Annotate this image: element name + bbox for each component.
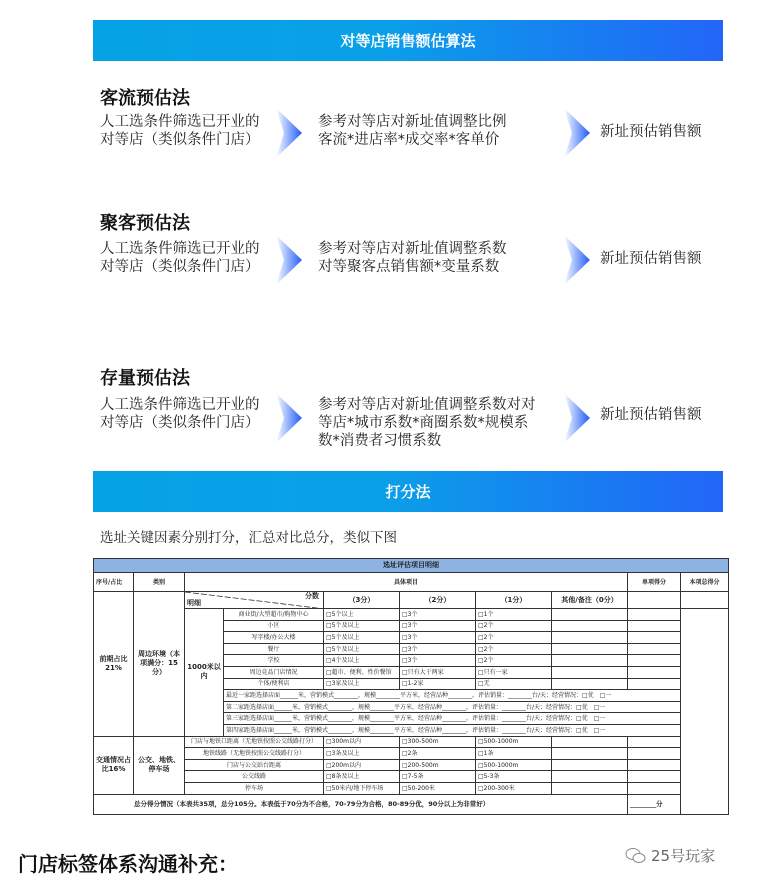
total-text: 总分得分情况（本表共35项，总分105分。本表低于70分为不合格，70-79分为合格，80-89分优，90分以上为非常好） [94,794,628,814]
wechat-icon [625,847,647,865]
text-line: 对等店（类似条件门店） [100,415,260,431]
score-1: （1分） [476,592,552,609]
item-name: 学校 [224,655,324,667]
option-cell[interactable]: □8条及以上 [324,771,400,783]
method-output: 新址预估销售额 [600,407,702,423]
option-cell[interactable]: □50米内/地下停车场 [324,782,400,794]
item-name: 餐厅 [224,643,324,655]
chevron-arrow-icon [562,108,590,158]
total-score-cell[interactable] [681,609,729,815]
text-line: 人工选条件筛选已开业的 [100,397,260,413]
option-cell[interactable]: □200-300米 [476,782,552,794]
option-cell[interactable]: □50-200米 [400,782,476,794]
text-line: 对等店（类似条件门店） [100,132,260,148]
option-cell[interactable]: □5个及以上 [324,620,400,632]
score-0: 其他/备注（0分） [552,592,628,609]
option-cell[interactable]: □200-500m [400,759,476,771]
bottom-title: 门店标签体系沟通补充： [18,852,238,876]
option-cell[interactable]: □3个 [400,632,476,644]
group1-range: 1000米以内 [185,609,224,737]
total-row [94,794,729,814]
method-output: 新址预估销售额 [600,124,702,140]
score-detail-header [185,592,324,609]
option-cell[interactable]: □超市、便利、性价餐馆 [324,666,400,678]
method-title: 客流预估法 [100,88,190,109]
option-cell[interactable]: □1-2家 [400,678,476,690]
method-formula [318,240,507,276]
banner-title: 打分法 [385,483,431,501]
option-cell[interactable]: □1个 [476,609,552,621]
detail-label: 明细 [187,599,201,607]
option-cell[interactable]: □5个及以上 [324,643,400,655]
header-single: 单项得分 [628,573,681,592]
option-cell[interactable]: □2条 [400,748,476,760]
option-cell[interactable]: □只有大于两家 [400,666,476,678]
table-title: 选址评估项目明细 [94,559,729,573]
method-formula [318,113,507,149]
option-cell[interactable]: □5-3条 [476,771,552,783]
text-line: 参考对等店对新址值调整比例 [318,114,507,130]
item-name: 个体/便利店 [224,678,324,690]
diagonal-line [185,592,324,609]
text-line: 人工选条件筛选已开业的 [100,114,260,130]
item-name: 商业街/大型超市/购物中心 [224,609,324,621]
option-cell[interactable]: □3个 [400,655,476,667]
option-cell[interactable]: □2个 [476,643,552,655]
text-line: 对等店（类似条件门店） [100,259,260,275]
option-cell[interactable]: □2个 [476,620,552,632]
option-cell[interactable]: □7-5条 [400,771,476,783]
text-line: 参考对等店对新址值调整系数对对 [318,397,536,413]
option-cell[interactable]: □3个 [400,609,476,621]
chevron-arrow-icon [562,235,590,285]
chevron-arrow-icon [274,235,302,285]
text-line: 参考对等店对新址值调整系数 [318,241,507,257]
competitor-row[interactable]: 第三家距选择店面______米，营销模式________，规模________平方米，经营品种________，评估销量：________台/天；经营情况：□优 □一 [224,713,681,725]
table-row [94,736,729,748]
item-name: 周边竞品门店情况 [224,666,324,678]
total-blank[interactable]: ________分 [628,794,729,814]
table-row [94,759,729,771]
method-input [100,396,260,432]
option-cell[interactable]: □3条及以上 [324,748,400,760]
option-cell[interactable]: □无 [476,678,552,690]
option-cell[interactable]: □5个以上 [324,609,400,621]
text-line: 对等聚客点销售额*变量系数 [318,259,500,275]
item-name: 门店与地铁口距离（无地铁按照公交线路打分） [185,736,324,748]
option-cell[interactable]: □只有一家 [476,666,552,678]
option-cell[interactable]: □3个 [400,620,476,632]
group1-ratio: 前期占比21% [94,592,134,737]
score-2: （2分） [400,592,476,609]
watermark [625,845,715,866]
competitor-row[interactable]: 第二家距选择店面______米，营销模式________，规模________平方米，经营品种________，评估销量：________台/天；经营情况：□优 □一 [224,701,681,713]
option-cell[interactable]: □3个 [400,643,476,655]
option-cell[interactable]: □4个及以上 [324,655,400,667]
item-name: 停车场 [185,782,324,794]
group2-category: 公交、地铁、停车场 [134,736,185,794]
score-3: （3分） [324,592,400,609]
header-total: 本项总得分 [681,573,729,592]
header-items: 具体项目 [185,573,628,592]
method-title: 聚客预估法 [100,213,190,234]
option-cell[interactable]: □500-1000m [476,736,552,748]
method-input [100,113,260,149]
option-cell[interactable]: □300-500m [400,736,476,748]
option-cell[interactable]: □500-1000m [476,759,552,771]
option-cell[interactable]: □2个 [476,655,552,667]
group2-ratio: 交通情况占比16% [94,736,134,794]
option-cell[interactable]: □200m以内 [324,759,400,771]
table-row [94,748,729,760]
competitor-row[interactable]: 最近一家距选择店面______米，营销模式________，规模________平方米，经营品种________，评估销量：________台/天；经营情况：□优 □一 [224,690,681,702]
header-seq: 序号/占比 [94,573,134,592]
item-name: 小区 [224,620,324,632]
site-evaluation-table [93,558,729,815]
table-row [94,782,729,794]
item-name: 公交线路 [185,771,324,783]
method-input [100,240,260,276]
option-cell[interactable]: □2个 [476,632,552,644]
table-row [94,771,729,783]
score-label: 分数 [305,592,319,600]
text-line: 人工选条件筛选已开业的 [100,241,260,257]
option-cell[interactable]: □1条 [476,748,552,760]
table-row [94,609,729,621]
option-cell[interactable]: □5个及以上 [324,632,400,644]
item-name: 门店与公交站台距离 [185,759,324,771]
method-formula [318,396,536,450]
watermark-text: 25号玩家 [651,847,716,865]
section-banner-peer-store [93,20,723,61]
text-line: 客流*进店率*成交率*客单价 [318,132,500,148]
chevron-arrow-icon [274,393,302,443]
item-name: 地铁线路（无地铁按照公交线路打分） [185,748,324,760]
text-line: 数*消费者习惯系数 [318,433,442,449]
option-cell[interactable]: □3家及以上 [324,678,400,690]
text-line: 等店*城市系数*商圈系数*规模系 [318,415,529,431]
chevron-arrow-icon [562,393,590,443]
method-title: 存量预估法 [100,368,190,389]
item-name: 写字楼/办公大楼 [224,632,324,644]
group1-category: 周边环境（本项满分：15分） [134,592,185,737]
option-cell[interactable]: □300m以内 [324,736,400,748]
method-output: 新址预估销售额 [600,251,702,267]
scoring-note: 选址关键因素分别打分，汇总对比总分，类似下图 [100,530,397,546]
competitor-row[interactable]: 第四家距选择店面______米，营销模式________，规模________平方米，经营品种________，评估销量：________台/天；经营情况：□优 □一 [224,724,681,736]
section-banner-scoring [93,471,723,512]
chevron-arrow-icon [274,108,302,158]
header-category: 类别 [134,573,185,592]
banner-title: 对等店销售额估算法 [340,32,476,50]
